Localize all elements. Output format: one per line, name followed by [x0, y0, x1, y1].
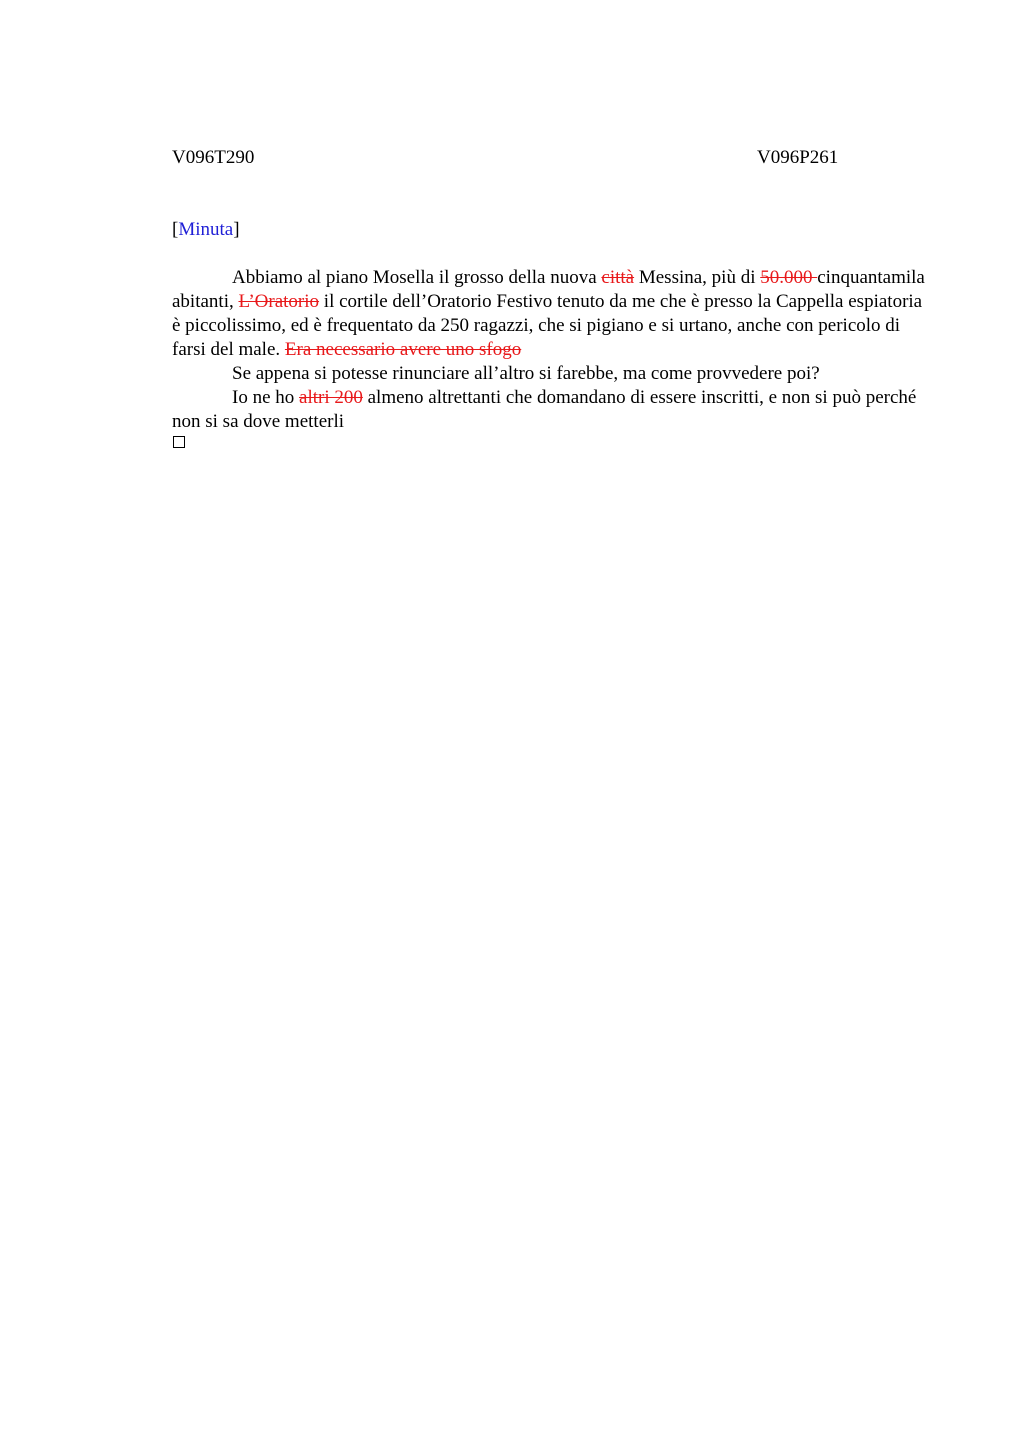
- editorial-note: [172, 218, 240, 242]
- letter-body: [172, 266, 932, 434]
- text-segment: il cortile dell’Oratorio Festivo tenuto da me che è presso la Cappella espiatoria è piccolissimo, ed è frequentato da 250 ragazzi, che si pigiano e si urtano, anche con pericolo di farsi del male.: [172, 291, 923, 360]
- deleted-text: L’Oratorio: [238, 291, 320, 312]
- text-segment: Se appena si potesse rinunciare all’altro si farebbe, ma come provvedere poi?: [232, 363, 820, 384]
- text-segment: cinquantamila abitanti,: [172, 267, 925, 312]
- text-segment: Messina, più di: [634, 267, 761, 288]
- document-code-left: V096T290: [172, 147, 255, 168]
- deleted-text: altri 200: [299, 387, 363, 408]
- open-bracket: [: [172, 219, 179, 240]
- paragraph-3: [172, 386, 932, 434]
- text-segment: Abbiamo al piano Mosella il grosso della nuova: [232, 267, 602, 288]
- close-bracket: ]: [233, 219, 240, 240]
- text-segment: almeno altrettanti che domandano di essere inscritti, e non si può perché non si sa dove metterli: [172, 387, 917, 432]
- minuta-label: Minuta: [178, 219, 234, 240]
- deleted-text: città: [601, 267, 635, 288]
- paragraph-1: [172, 266, 932, 362]
- deleted-text: Era necessario avere uno sfogo: [284, 339, 522, 360]
- text-segment: Io ne ho: [232, 387, 300, 408]
- end-marker-box-icon: [173, 436, 185, 448]
- deleted-text: 50.000: [760, 267, 818, 288]
- paragraph-2: [172, 362, 932, 386]
- document-code-right: V096P261: [757, 147, 839, 168]
